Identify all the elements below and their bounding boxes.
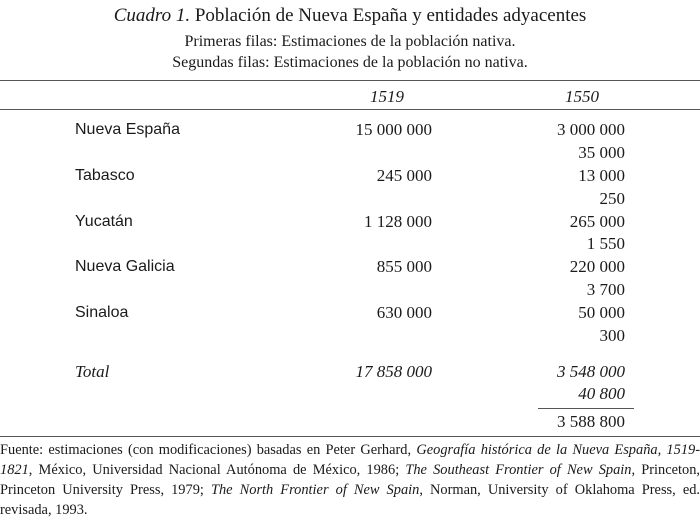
- caption-number: Cuadro 1.: [113, 5, 191, 26]
- footnote-title-north: The North Frontier of New Spain: [210, 482, 420, 498]
- footnote-text: , México, Universidad Nacional Autónoma de México, 1986;: [28, 462, 406, 478]
- total-1550-native: 3 548 000: [557, 362, 625, 381]
- table-caption: [0, 5, 700, 27]
- header-bottom-rule: [0, 109, 700, 110]
- total-label: Total: [75, 362, 110, 381]
- row-label-nueva-galicia: Nueva Galicia: [75, 258, 175, 275]
- cell-1550-nonnative: 3 700: [586, 280, 625, 299]
- source-footnote: [0, 440, 700, 520]
- footnote-text: Fuente: estimaciones (con modificaciones) basadas en Peter Gerhard,: [0, 442, 417, 458]
- cell-1519: 15 000 000: [355, 120, 432, 139]
- footnote-text: , Princeton, Princeton University Press, 1979;: [0, 462, 700, 498]
- cell-1550-native: 265 000: [569, 212, 625, 231]
- cell-1550-native: 13 000: [578, 166, 625, 185]
- cell-1550-native: 220 000: [569, 257, 625, 276]
- footnote-title-geografia: Geografía histórica de la Nueva España, 1519-1821: [0, 442, 700, 478]
- cell-1550-nonnative: 35 000: [578, 143, 625, 162]
- cell-1519: 1 128 000: [364, 212, 432, 231]
- column-header-1519: 1519: [370, 87, 404, 106]
- cell-1519: 630 000: [376, 303, 432, 322]
- footnote-title-southeast: The Southeast Frontier of New Spain: [405, 462, 632, 478]
- cell-1550-native: 50 000: [578, 303, 625, 322]
- row-label-sinaloa: Sinaloa: [75, 304, 129, 321]
- caption-line-nonnative: Segundas filas: Estimaciones de la población no nativa.: [172, 54, 528, 71]
- row-label-yucatan: Yucatán: [75, 213, 133, 230]
- table-bottom-rule: [0, 436, 700, 437]
- cell-1519: 245 000: [376, 166, 432, 185]
- caption-line-native: Primeras filas: Estimaciones de la población nativa.: [184, 33, 516, 50]
- column-header-1550: 1550: [565, 87, 599, 106]
- cell-1550-nonnative: 300: [599, 326, 625, 345]
- caption-title: Población de Nueva España y entidades adyacentes: [190, 5, 587, 26]
- header-top-rule: [0, 80, 700, 81]
- total-1519: 17 858 000: [355, 362, 432, 381]
- sum-rule: [538, 408, 634, 409]
- cell-1550-native: 3 000 000: [557, 120, 625, 139]
- row-label-nueva-espana: Nueva España: [75, 121, 180, 138]
- cell-1550-nonnative: 250: [599, 189, 625, 208]
- cell-1519: 855 000: [376, 257, 432, 276]
- row-label-tabasco: Tabasco: [75, 167, 135, 184]
- total-1550-nonnative: 40 800: [578, 384, 625, 403]
- grand-total: 3 588 800: [557, 412, 625, 431]
- cell-1550-nonnative: 1 550: [586, 234, 625, 253]
- footnote-text: , Norman, University of Oklahoma Press, ed. revisada, 1993.: [0, 482, 700, 518]
